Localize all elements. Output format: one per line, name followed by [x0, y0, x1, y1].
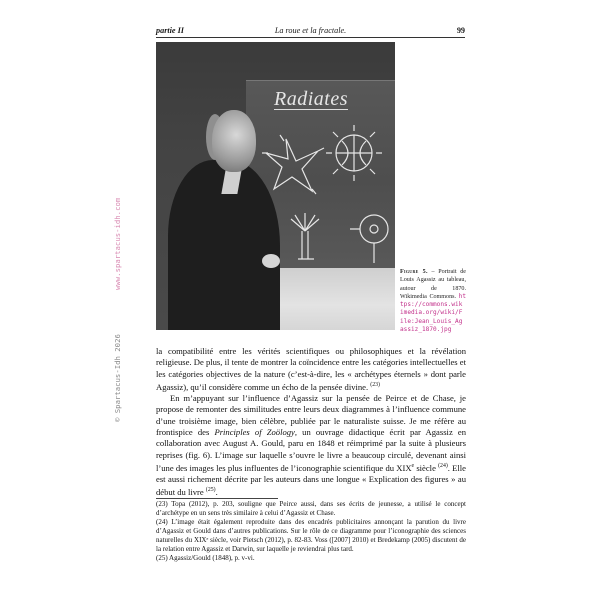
paragraph-1: la compatibilité entre les vérités scientifiques ou philosophiques et la révélation religieuse. De plus, il tente de montrer la coïncidence entre les catégories intellectuelles et les catégories objectives de la nature (c’est-à-dire, les « archétypes éternels » dont parle Agassiz), qu’il considère comme un écho de la pensée divine. $^{(23)}$: [156, 346, 466, 392]
watermark-url: www.spartacus-idh.com: [113, 197, 122, 290]
draped-cloth: [274, 268, 395, 330]
figure-label: Figure 5.: [400, 269, 428, 275]
footnotes: [156, 500, 466, 563]
page-number: 99: [456, 26, 465, 35]
figure-source-link[interactable]: https://commons.wikimedia.org/wiki/File:Jean_Louis_Agassiz_1870.jpg: [400, 292, 466, 334]
footnote-ref-23[interactable]: (23): [370, 381, 380, 388]
body-text: [156, 346, 466, 498]
book-title: Principles of Zoölogy: [214, 426, 295, 437]
person-hand: [262, 254, 280, 268]
paragraph-2: En m’appuyant sur l’influence d’Agassiz sur la pensée de Peirce et de Chase, je propose de remonter des similitudes entre leurs deux diagrammes à l’influence commune d’une troisième image, bien célèbre, publiée par le naturaliste suisse. Je me réfère au frontispice des Principles of Zoölogy, un ouvrage didactique écrit par Agassiz en collaboration avec August A. Gould, paru en 1848 et réimprimé par la suite à plusieurs reprises (fig. 6). L’image sur laquelle s’ouvre le livre a beaucoup circulé, devenant ainsi l’une des images les plus influentes de l’iconographie scientifique du XIXe siècle $^{(24)}$. Elle est aussi richement décrite par les auteurs dans une longue « Explication des figures » au début du livre $^{(25)}$.: [156, 393, 466, 498]
figure-caption-text: – Portrait de Louis Agassiz au tableau, autour de 1870. Wikimedia Commons.: [400, 269, 466, 300]
watermark-copyright: © Spartacus-Idh 2026: [113, 334, 122, 422]
footnote-24: (24) L’image était également reproduite dans des encadrés publicitaires annonçant la parution du livre d’Agassiz et Gould dans d’autres publications. Sur le rôle de ce diagramme pour l’iconographie des sciences naturelles du XIXᵉ siècle, voir Pietsch (2012), p. 82-83. Voss ([2007] 2010) et Bredekamp (2005) discutent de la relation entre Agassiz et Darwin, sur laquelle je reviendrai plus tard.: [156, 518, 466, 553]
person-head: [212, 110, 256, 172]
figure-photo: [156, 42, 395, 330]
chalkboard-word: Radiates: [274, 88, 348, 110]
footnote-23: (23) Topa (2012), p. 203, souligne que Peirce aussi, dans ses écrits de jeunesse, a utilisé le concept d’archétype en un sens très similaire à celui d’Agassiz et Chase.: [156, 500, 466, 517]
footnote-25: (25) Agassiz/Gould (1848), p. v-vi.: [156, 554, 255, 562]
side-margin: [113, 190, 127, 420]
footnote-ref-25[interactable]: (25): [205, 487, 216, 494]
running-title: La roue et la fractale.: [274, 26, 347, 35]
footnote-ref-24[interactable]: (24): [438, 462, 448, 469]
section-label: partie II: [156, 26, 184, 35]
footnote-divider: [156, 498, 278, 499]
page-header: [156, 26, 465, 38]
figure-caption: [400, 268, 466, 334]
